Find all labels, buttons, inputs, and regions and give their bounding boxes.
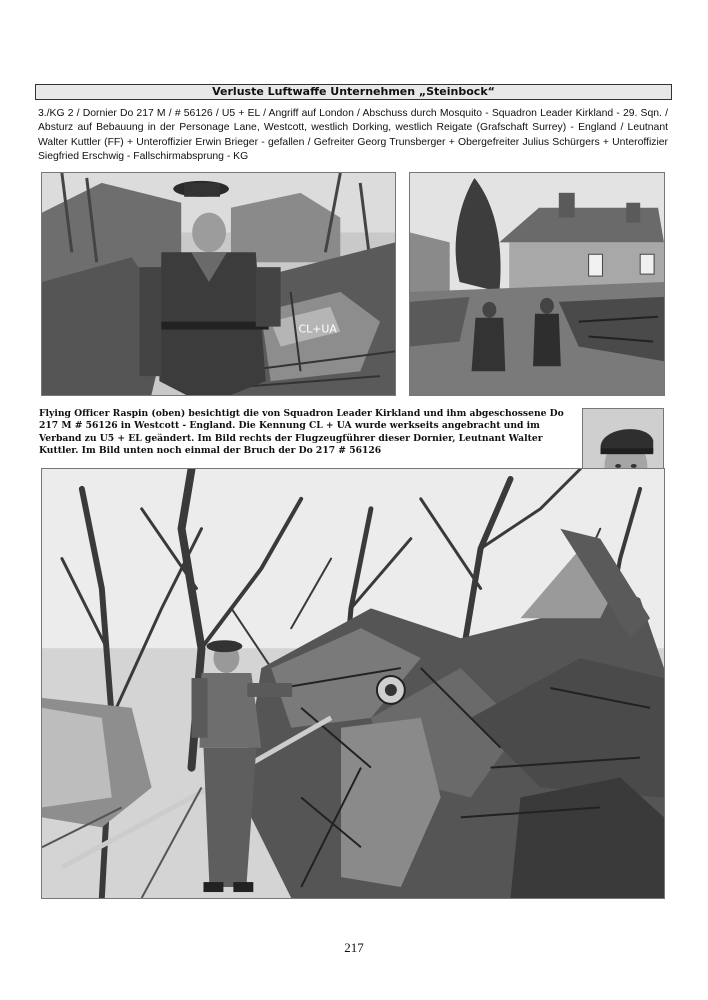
photo-officer-wreckage [41,172,396,396]
intro-paragraph: 3./KG 2 / Dornier Do 217 M / # 56126 / U5 + EL / Angriff auf London / Abschuss durch Mosquito - Squadron Leader Kirkland - 29. Sqn. / Absturz auf Bebauung in der Personage Lane, Westcott, westlich Dorking, westlich Reigate (Grafschaft Surrey) - England / Leutnant Walter Kuttler (FF) + Unteroffizier Erwin Brieger - gefallen / Gefreiter Georg Trunsberger + Obergefreiter Julius Schürgers + Unteroffizier Siegfried Erschwig - Fallschirmabsprung - KG [38,108,668,162]
photo-large-wreckage [41,468,665,899]
page-number: 217 [344,940,364,955]
page-header-title: Verluste Luftwaffe Unternehmen „Steinbock“ [35,84,672,100]
photo-cottage-crash-site [409,172,665,396]
fuselage-marking: CL+UA [298,322,337,336]
photo-caption: Flying Officer Raspin (oben) besichtigt die von Squadron Leader Kirkland und ihm abgeschossene Do 217 M # 56126 in Westcott - England. Die Kennung CL + UA wurde werkseits angebracht und im Verband zu U5 + EL geändert. Im Bild rechts der Flugzeugführer dieser Dornier, Leutnant Walter Kuttler. Im Bild unten noch einmal der Bruch der Do 217 # 56126 [39,408,564,456]
